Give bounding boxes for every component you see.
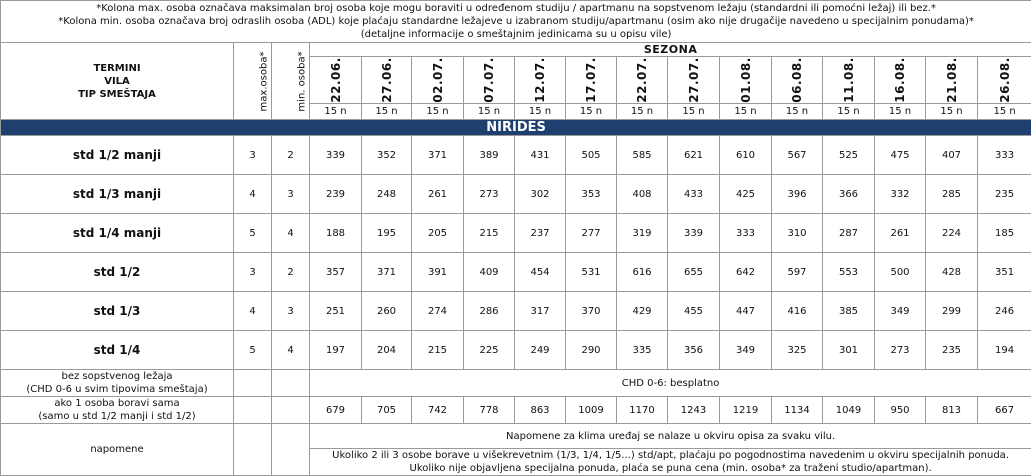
single-label-line2: (samo u std 1/2 manji i std 1/2): [1, 410, 233, 423]
price-cell: 351: [978, 253, 1031, 292]
nights-cell: 15 n: [362, 104, 412, 120]
price-cell: 215: [412, 331, 464, 370]
header-tip: TIP SMEŠTAJA: [1, 88, 233, 101]
season-date-cell: [823, 57, 875, 104]
price-cell: 251: [310, 292, 362, 331]
header-termini: TERMINI: [1, 62, 233, 75]
season-date: 27.07.: [686, 57, 700, 103]
price-cell: 310: [772, 214, 823, 253]
table-row: [1, 214, 1031, 253]
single-price-cell: 950: [875, 397, 926, 424]
season-date: 27.06.: [379, 57, 393, 103]
price-cell: 225: [464, 331, 515, 370]
remark-air-conditioning: Napomene za klima uređaj se nalaze u okviru opisa za svaku vilu.: [310, 424, 1031, 449]
room-type: std 1/4 manji: [1, 214, 234, 253]
price-cell: 197: [310, 331, 362, 370]
price-cell: 317: [515, 292, 566, 331]
price-cell: 302: [515, 175, 566, 214]
single-price-cell: 863: [515, 397, 566, 424]
room-type: std 1/3: [1, 292, 234, 331]
price-cell: 407: [926, 136, 978, 175]
price-cell: 610: [720, 136, 772, 175]
chd-value: CHD 0-6: besplatno: [310, 370, 1031, 397]
price-cell: 285: [926, 175, 978, 214]
price-cell: 389: [464, 136, 515, 175]
price-cell: 274: [412, 292, 464, 331]
single-price-cell: 1134: [772, 397, 823, 424]
nights-cell: 15 n: [464, 104, 515, 120]
season-date: 11.08.: [841, 57, 855, 103]
remark-special-offers-line1: Ukoliko 2 ili 3 osobe borave u višekrevetnim (1/3, 1/4, 1/5...) std/apt, plaćaju po pogodnostima navedenim u okviru specijalnih ponuda.: [310, 449, 1031, 462]
price-cell: 188: [310, 214, 362, 253]
season-date: 22.06.: [328, 57, 342, 103]
nights-cell: 15 n: [310, 104, 362, 120]
season-date: 26.08.: [998, 57, 1012, 103]
notes-cell: [1, 1, 1031, 43]
nights-cell: 15 n: [978, 104, 1031, 120]
season-header: SEZONA: [310, 43, 1031, 57]
single-price-cell: 667: [978, 397, 1031, 424]
room-type: std 1/4: [1, 331, 234, 370]
min-persons: 3: [272, 175, 310, 214]
price-cell: 277: [566, 214, 617, 253]
nights-cell: 15 n: [720, 104, 772, 120]
season-date: 12.07.: [533, 57, 547, 103]
single-price-cell: 813: [926, 397, 978, 424]
remarks-max-empty: [234, 424, 272, 476]
price-cell: 455: [668, 292, 720, 331]
chd-min-empty: [272, 370, 310, 397]
remark-special-offers-line2: Ukoliko nije objavljena specijalna ponuda, plaća se puna cena (min. osoba* za traženi studio/apartman).: [310, 462, 1031, 475]
price-cell: 475: [875, 136, 926, 175]
price-cell: 585: [617, 136, 668, 175]
max-persons: 3: [234, 136, 272, 175]
season-date-cell: [310, 57, 362, 104]
table-row: [1, 331, 1031, 370]
price-cell: 215: [464, 214, 515, 253]
max-persons: 4: [234, 292, 272, 331]
nights-cell: 15 n: [566, 104, 617, 120]
single-label-line1: ako 1 osoba boravi sama: [1, 397, 233, 410]
price-cell: 325: [772, 331, 823, 370]
single-price-cell: 1170: [617, 397, 668, 424]
price-cell: 356: [668, 331, 720, 370]
note-max-persons: *Kolona max. osoba označava maksimalan broj osoba koje mogu boraviti u određenom studiju / apartmanu na sopstvenom ležaju (standardni ili pomoćni ležaj) ili bez.*: [1, 2, 1031, 15]
price-cell: 349: [875, 292, 926, 331]
price-cell: 332: [875, 175, 926, 214]
single-price-cell: 1009: [566, 397, 617, 424]
price-cell: 235: [926, 331, 978, 370]
price-cell: 246: [978, 292, 1031, 331]
note-min-persons: *Kolona min. osoba označava broj odraslih osoba (ADL) koje plaćaju standardne ležajeve u izabranom studiju/apartmanu (osim ako nije drugačije navedeno u specijalnim ponudama)*: [1, 15, 1031, 28]
season-date-cell: [978, 57, 1031, 104]
price-cell: 357: [310, 253, 362, 292]
price-cell: 248: [362, 175, 412, 214]
price-cell: 235: [978, 175, 1031, 214]
price-cell: 428: [926, 253, 978, 292]
price-cell: 371: [412, 136, 464, 175]
season-date: 22.07.: [635, 57, 649, 103]
price-cell: 299: [926, 292, 978, 331]
price-cell: 655: [668, 253, 720, 292]
price-cell: 396: [772, 175, 823, 214]
chd-max-empty: [234, 370, 272, 397]
room-type: std 1/3 manji: [1, 175, 234, 214]
single-price-cell: 1219: [720, 397, 772, 424]
price-cell: 205: [412, 214, 464, 253]
price-cell: 353: [566, 175, 617, 214]
single-person-row: [1, 397, 1031, 424]
section-title: NIRIDES: [1, 120, 1031, 136]
min-persons-header: [272, 43, 310, 120]
season-date: 21.08.: [944, 57, 958, 103]
table-row: [1, 292, 1031, 331]
nights-cell: 15 n: [668, 104, 720, 120]
price-cell: 286: [464, 292, 515, 331]
season-date: 17.07.: [584, 57, 598, 103]
season-date-cell: [566, 57, 617, 104]
max-persons: 5: [234, 214, 272, 253]
min-persons: 3: [272, 292, 310, 331]
price-cell: 287: [823, 214, 875, 253]
season-date: 07.07.: [482, 57, 496, 103]
price-cell: 260: [362, 292, 412, 331]
price-cell: 204: [362, 331, 412, 370]
price-cell: 237: [515, 214, 566, 253]
remarks-label: napomene: [1, 424, 234, 476]
season-date-cell: [412, 57, 464, 104]
price-cell: 339: [668, 214, 720, 253]
price-cell: 567: [772, 136, 823, 175]
price-cell: 194: [978, 331, 1031, 370]
remark-special-offers: [310, 449, 1031, 476]
single-price-cell: 679: [310, 397, 362, 424]
nights-cell: 15 n: [617, 104, 668, 120]
nights-cell: 15 n: [772, 104, 823, 120]
table-row: [1, 253, 1031, 292]
price-cell: 616: [617, 253, 668, 292]
season-date-cell: [875, 57, 926, 104]
price-cell: 621: [668, 136, 720, 175]
price-cell: 531: [566, 253, 617, 292]
max-persons-header: [234, 43, 272, 120]
season-date-cell: [464, 57, 515, 104]
room-type: std 1/2: [1, 253, 234, 292]
price-cell: 349: [720, 331, 772, 370]
max-persons: 4: [234, 175, 272, 214]
chd-label-line2: (CHD 0-6 u svim tipovima smeštaja): [1, 383, 233, 396]
price-cell: 195: [362, 214, 412, 253]
price-cell: 224: [926, 214, 978, 253]
price-rows: [1, 136, 1031, 370]
price-cell: 370: [566, 292, 617, 331]
price-cell: 273: [464, 175, 515, 214]
table-row: [1, 175, 1031, 214]
single-price-cell: 778: [464, 397, 515, 424]
price-cell: 525: [823, 136, 875, 175]
price-cell: 642: [720, 253, 772, 292]
season-date: 06.08.: [790, 57, 804, 103]
price-cell: 433: [668, 175, 720, 214]
season-date-cell: [926, 57, 978, 104]
price-cell: 239: [310, 175, 362, 214]
price-cell: 385: [823, 292, 875, 331]
price-cell: 273: [875, 331, 926, 370]
price-cell: 261: [412, 175, 464, 214]
price-cell: 409: [464, 253, 515, 292]
price-cell: 553: [823, 253, 875, 292]
price-cell: 185: [978, 214, 1031, 253]
price-cell: 352: [362, 136, 412, 175]
single-price-cell: 705: [362, 397, 412, 424]
single-label: [1, 397, 234, 424]
min-persons: 4: [272, 214, 310, 253]
price-cell: 290: [566, 331, 617, 370]
season-date-cell: [668, 57, 720, 104]
price-cell: 431: [515, 136, 566, 175]
price-cell: 447: [720, 292, 772, 331]
price-cell: 249: [515, 331, 566, 370]
price-cell: 597: [772, 253, 823, 292]
min-persons: 4: [272, 331, 310, 370]
remarks-min-empty: [272, 424, 310, 476]
price-cell: 333: [978, 136, 1031, 175]
season-date: 16.08.: [893, 57, 907, 103]
single-min-empty: [272, 397, 310, 424]
single-price-cell: 742: [412, 397, 464, 424]
price-cell: 319: [617, 214, 668, 253]
header-left: [1, 43, 234, 120]
nights-cell: 15 n: [515, 104, 566, 120]
price-cell: 454: [515, 253, 566, 292]
price-cell: 301: [823, 331, 875, 370]
max-persons: 5: [234, 331, 272, 370]
price-cell: 391: [412, 253, 464, 292]
season-date: 02.07.: [430, 57, 444, 103]
price-cell: 505: [566, 136, 617, 175]
nights-cell: 15 n: [412, 104, 464, 120]
single-price-cell: 1243: [668, 397, 720, 424]
price-cell: 366: [823, 175, 875, 214]
min-persons-label: min. osoba*: [297, 51, 308, 111]
single-price-cell: 1049: [823, 397, 875, 424]
price-cell: 335: [617, 331, 668, 370]
price-cell: 425: [720, 175, 772, 214]
nights-cell: 15 n: [823, 104, 875, 120]
single-max-empty: [234, 397, 272, 424]
price-cell: 416: [772, 292, 823, 331]
chd-label-line1: bez sopstvenog ležaja: [1, 370, 233, 383]
nights-cell: 15 n: [875, 104, 926, 120]
min-persons: 2: [272, 253, 310, 292]
note-details: (detaljne informacije o smeštajnim jedinicama su u opisu vile): [1, 28, 1031, 41]
season-date-cell: [720, 57, 772, 104]
price-cell: 339: [310, 136, 362, 175]
season-date-cell: [515, 57, 566, 104]
min-persons: 2: [272, 136, 310, 175]
table-row: [1, 136, 1031, 175]
room-type: std 1/2 manji: [1, 136, 234, 175]
price-cell: 261: [875, 214, 926, 253]
season-date-cell: [772, 57, 823, 104]
max-persons-label: max.osoba*: [258, 51, 269, 111]
price-cell: 408: [617, 175, 668, 214]
chd-label: [1, 370, 234, 397]
season-date-cell: [617, 57, 668, 104]
price-cell: 500: [875, 253, 926, 292]
max-persons: 3: [234, 253, 272, 292]
price-cell: 429: [617, 292, 668, 331]
nights-cell: 15 n: [926, 104, 978, 120]
season-date-cell: [362, 57, 412, 104]
header-vila: VILA: [1, 75, 233, 88]
season-date: 01.08.: [738, 57, 752, 103]
price-cell: 371: [362, 253, 412, 292]
price-cell: 333: [720, 214, 772, 253]
